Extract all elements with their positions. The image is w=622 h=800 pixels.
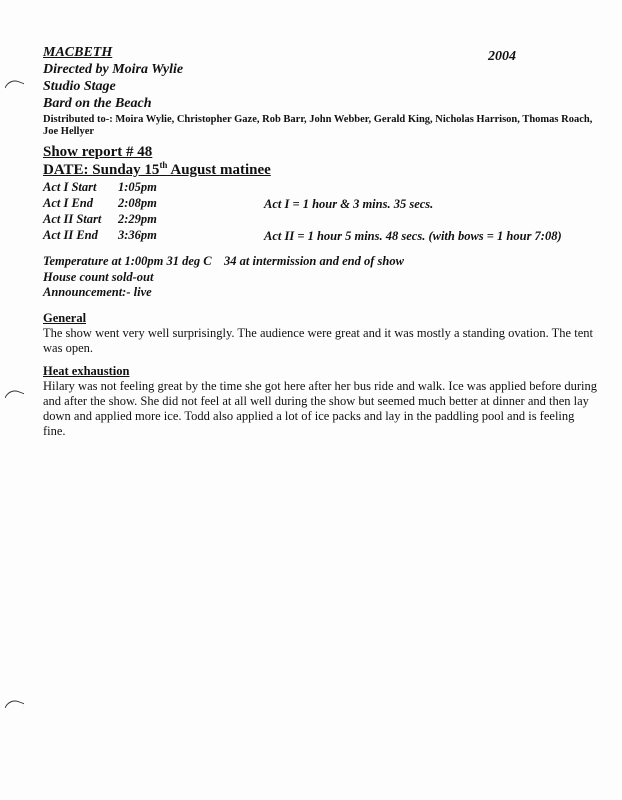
distribution-list: Distributed to-: Moira Wylie, Christopher Gaze, Rob Barr, John Webber, Gerald King, Nicholas Harrison, Thomas Roach, Joe Hellyer (43, 114, 593, 137)
act1-start-time: 1:05pm (118, 180, 157, 194)
section-heading-general: General (43, 311, 87, 325)
act2-start-time: 2:29pm (118, 212, 157, 226)
punch-hole-mark (5, 387, 25, 403)
act2-end-time: 3:36pm (118, 228, 157, 242)
temperature-later: 34 at intermission and end of show (224, 254, 404, 268)
report-date: DATE: Sunday 15th August matinee (43, 160, 271, 178)
section-body-heat-exhaustion: Hilary was not feeling great by the time she got here after her bus ride and walk. Ice was applied before during and after the show. She did not feel at all well during the show but seemed much better at dinner and then lay down and applied more ice. Todd also applied a lot of ice packs and lay in the paddling pool and is feeling fine. (43, 379, 597, 438)
director: Directed by Moira Wylie (43, 62, 184, 77)
act1-end-time: 2:08pm (118, 196, 157, 210)
announcement: Announcement:- live (43, 285, 152, 299)
house-count: House count sold-out (43, 270, 154, 284)
punch-hole-mark (5, 697, 25, 713)
play-title: MACBETH (43, 45, 113, 60)
punch-hole-mark (5, 77, 25, 93)
section-heading-heat-exhaustion: Heat exhaustion (43, 364, 130, 378)
act2-start-label: Act II Start (43, 212, 102, 226)
company: Bard on the Beach (43, 96, 152, 111)
report-number: Show report # 48 (43, 144, 153, 160)
act1-duration: Act I = 1 hour & 3 mins. 35 secs. (264, 197, 434, 211)
stage: Studio Stage (43, 79, 116, 94)
act1-end-label: Act I End (43, 196, 94, 210)
act2-duration: Act II = 1 hour 5 mins. 48 secs. (with bows = 1 hour 7:08) (264, 229, 562, 243)
act1-start-label: Act I Start (43, 180, 97, 194)
temperature: Temperature at 1:00pm 31 deg C (43, 254, 212, 268)
section-body-general: The show went very well surprisingly. The audience were great and it was mostly a standing ovation. The tent was open. (43, 326, 593, 355)
year: 2004 (488, 49, 516, 64)
act2-end-label: Act II End (43, 228, 98, 242)
